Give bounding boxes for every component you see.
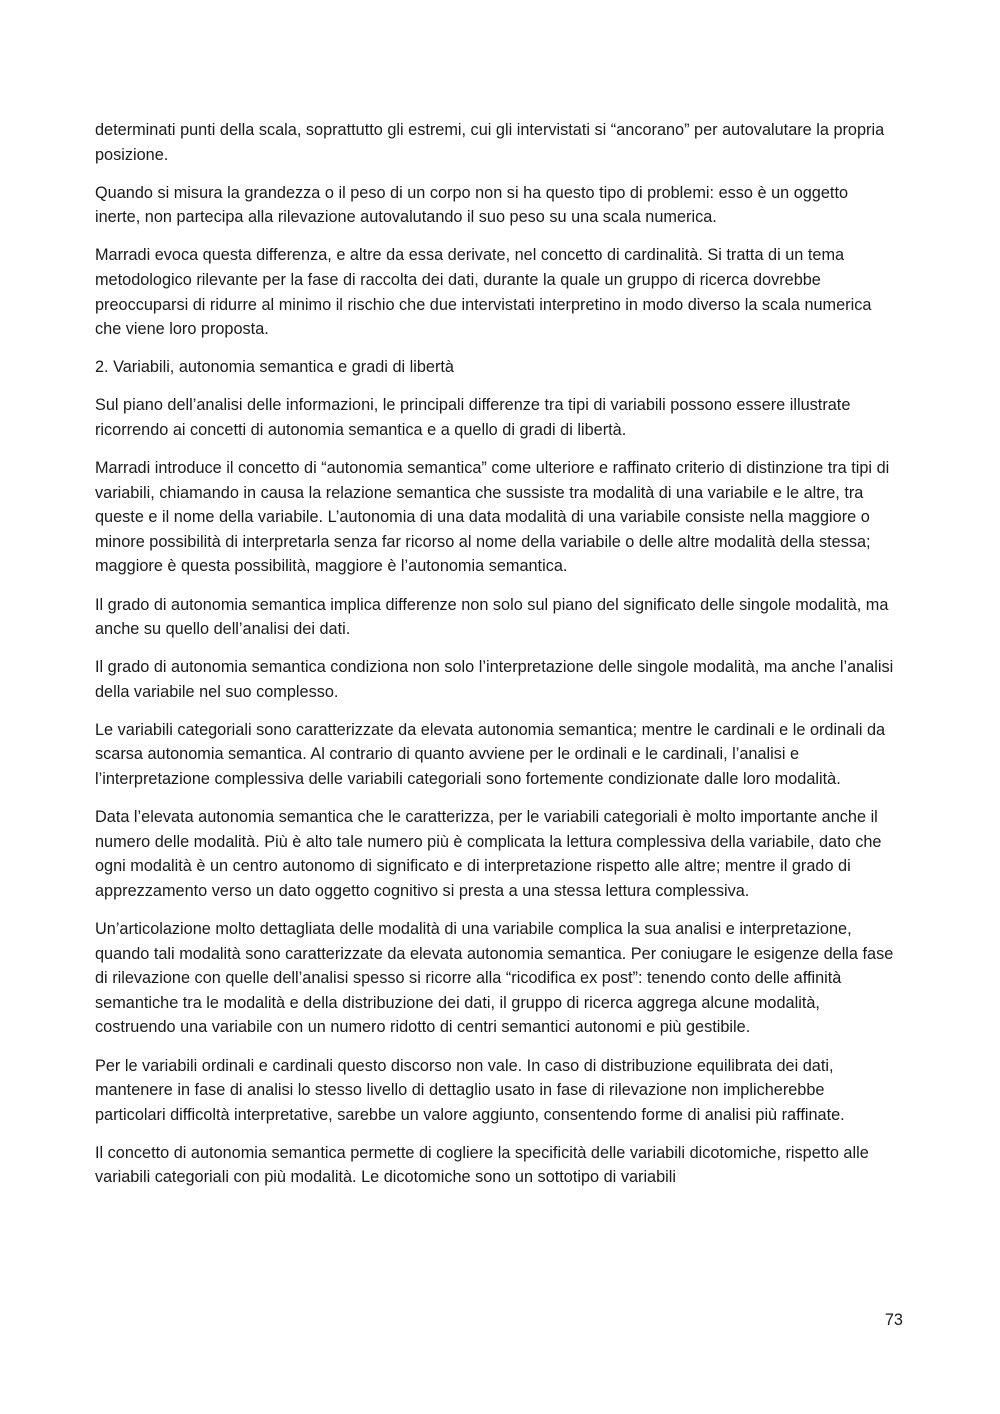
page-body: [95, 118, 897, 1203]
paragraph-12: Per le variabili ordinali e cardinali questo discorso non vale. In caso di distribuzione equilibrata dei dati, mantenere in fase di analisi lo stesso livello di dettaglio usato in fase di rilevazione non implicherebbe particolari difficoltà interpretative, sarebbe un valore aggiunto, consentendo forme di analisi più raffinate.: [95, 1056, 845, 1124]
paragraph-3: Marradi evoca questa differenza, e altre da essa derivate, nel concetto di cardinalità. Si tratta di un tema metodologico rilevante per la fase di raccolta dei dati, durante la quale un gruppo di ricerca dovrebbe preoccuparsi di ridurre al minimo il rischio che due intervistati interpretino in modo diverso la scala numerica che viene loro proposta.: [95, 246, 872, 339]
paragraph-8: Il grado di autonomia semantica condiziona non solo l’interpretazione delle singole modalità, ma anche l’analisi della variabile nel suo complesso.: [95, 658, 894, 701]
paragraph-5: Sul piano dell’analisi delle informazioni, le principali differenze tra tipi di variabili possono essere illustrate ricorrendo ai concetti di autonomia semantica e a quello di gradi di libertà.: [95, 396, 851, 439]
paragraph-6: Marradi introduce il concetto di “autonomia semantica” come ulteriore e raffinato criterio di distinzione tra tipi di variabili, chiamando in causa la relazione semantica che sussiste tra modalità di una variabile e le altre, tra queste e il nome della variabile. L’autonomia di una data modalità di una variabile consiste nella maggiore o minore possibilità di interpretarla senza far ricorso al nome della variabile o delle altre modalità della stessa; maggiore è questa possibilità, maggiore è l’autonomia semantica.: [95, 459, 890, 576]
paragraph-10: Data l’elevata autonomia semantica che le caratterizza, per le variabili categoriali è molto importante anche il numero delle modalità. Più è alto tale numero più è complicata la lettura complessiva della variabile, dato che ogni modalità è un centro autonomo di significato e di interpretazione rispetto alle altre; mentre il grado di apprezzamento verso un dato oggetto cognitivo si presta a una stessa lettura complessiva.: [95, 808, 882, 900]
paragraph-13: Il concetto di autonomia semantica permette di cogliere la specificità delle variabili dicotomiche, rispetto alle variabili categoriali con più modalità. Le dicotomiche sono un sottotipo di variabili: [95, 1143, 869, 1187]
paragraph-1: determinati punti della scala, soprattutto gli estremi, cui gli intervistati si “ancorano” per autovalutare la propria posizione.: [95, 121, 885, 164]
page-number: 73: [884, 1311, 903, 1329]
section-heading: 2. Variabili, autonomia semantica e gradi di libertà: [95, 358, 454, 377]
paragraph-7: Il grado di autonomia semantica implica differenze non solo sul piano del significato delle singole modalità, ma anche su quello dell’analisi dei dati.: [95, 595, 889, 639]
paragraph-2: Quando si misura la grandezza o il peso di un corpo non si ha questo tipo di problemi: esso è un oggetto inerte, non partecipa alla rilevazione autovalutando il suo peso su una scala numerica.: [95, 183, 849, 227]
paragraph-11: Un’articolazione molto dettagliata delle modalità di una variabile complica la sua analisi e interpretazione, quando tali modalità sono caratterizzate da elevata autonomia semantica. Per coniugare le esigenze della fase di rilevazione con quelle dell’analisi spesso si ricorre alla “ricodifica ex post”: tenendo conto delle affinità semantiche tra le modalità e della distribuzione dei dati, il gruppo di ricerca aggrega alcune modalità, costruendo una variabile con un numero ridotto di centri semantici autonomi e più gestibile.: [95, 920, 894, 1037]
paragraph-9: Le variabili categoriali sono caratterizzate da elevata autonomia semantica; mentre le cardinali e le ordinali da scarsa autonomia semantica. Al contrario di quanto avviene per le ordinali e le cardinali, l’analisi e l’interpretazione complessiva delle variabili categoriali sono fortemente condizionate dalle loro modalità.: [95, 720, 886, 789]
